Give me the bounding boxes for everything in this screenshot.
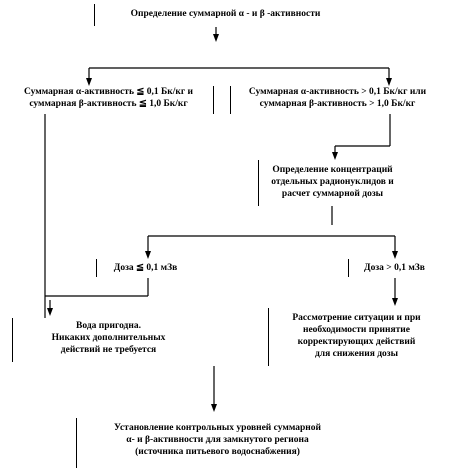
- node-control-levels: [76, 418, 358, 468]
- node-text-line3: (источника питьевого водоснабжения): [135, 447, 300, 457]
- node-text-line2: необходимости принятие: [302, 325, 410, 335]
- node-text-line3: корректирующих действий: [297, 337, 416, 347]
- node-text: Доза ≦ 0,1 мЗв: [113, 263, 178, 273]
- node-total-activity-determination: [94, 4, 356, 26]
- node-text: Определение суммарной α - и β -активности: [130, 9, 321, 19]
- node-radionuclide-determination: [258, 160, 406, 206]
- node-text-line2: Никаких дополнительных: [51, 333, 166, 343]
- node-text-line1: Вода пригодна.: [76, 321, 141, 331]
- node-text-line2: α- и β-активности для замкнутого региона: [126, 435, 309, 445]
- node-text-line1: Определение концентраций: [272, 165, 393, 175]
- node-text-line1: Рассмотрение ситуации и при: [292, 313, 421, 323]
- node-dose-low: [96, 259, 194, 277]
- node-text-line4: для снижения дозы: [314, 349, 399, 359]
- node-water-suitable: [12, 318, 204, 362]
- node-text-line2: суммарная β-активность ≦ 1,0 Бк/кг: [29, 99, 188, 109]
- node-activity-within-limits: [4, 86, 214, 114]
- node-text-line1: Установление контрольных уровней суммарной: [114, 423, 321, 433]
- node-text-line3: расчет суммарной дозы: [281, 189, 384, 199]
- node-text-line1: Суммарная α-активность > 0,1 Бк/кг или: [248, 87, 427, 97]
- node-text-line2: суммарная β-активность > 1,0 Бк/кг: [259, 99, 416, 109]
- node-text: Доза > 0,1 мЗв: [364, 263, 425, 273]
- node-text-line3: действий не требуется: [60, 345, 157, 355]
- node-dose-high: [348, 259, 440, 277]
- node-text-line2: отдельных радионуклидов и: [271, 177, 394, 187]
- node-corrective-actions: [268, 308, 444, 366]
- node-activity-exceeds-limits: [230, 86, 444, 114]
- node-text-line1: Суммарная α-активность ≦ 0,1 Бк/кг и: [24, 87, 193, 97]
